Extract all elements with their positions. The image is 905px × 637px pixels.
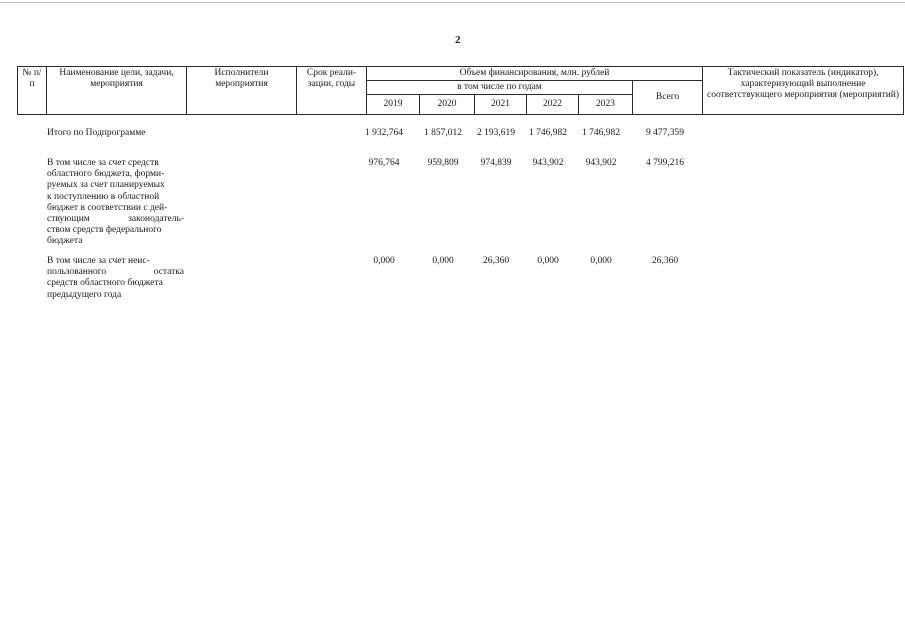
header-num: № п/п [18,67,47,115]
row-value: 26,360 [482,256,510,266]
header-executors: Исполнители мероприятия [187,67,297,115]
row-total: 26,360 [651,256,679,266]
row-value: 976,764 [368,158,400,168]
top-border-line [0,2,905,3]
row-value: 959,809 [427,158,459,168]
header-total: Всего [633,81,703,115]
row-total: 4 799,216 [646,158,684,168]
row-value: 0,000 [537,256,559,266]
row-total: 9 477,359 [646,128,684,138]
header-year: 2023 [579,95,633,115]
header-term: Срок реали-зации, годы [297,67,367,115]
row-value: 974,839 [480,158,512,168]
header-name: Наименование цели, задачи, мероприятия [47,67,187,115]
page-number: 2 [455,34,461,46]
header-year: 2022 [527,95,579,115]
row-value: 943,902 [532,158,564,168]
row-label: Итого по Подпрограмме [47,128,146,138]
row-value: 1 857,012 [424,128,462,138]
row-label: В том числе за счет неис- пользованного остатка средств областного бюджета предыдущего года [47,256,184,300]
header-indicator: Тактический показатель (индикатор), характеризующий выполнение соответствующего мероприятия (мероприятий) [703,67,904,115]
header-year: 2019 [367,95,420,115]
header-year: 2021 [475,95,527,115]
row-value: 943,902 [585,158,617,168]
row-value: 0,000 [432,256,454,266]
row-label: В том числе за счет средств областного бюджета, форми- руемых за счет планируемых к поступлению в областной бюджет в соответствии с дей- ствующим законодатель- ством средств федерального бюджета [47,158,184,247]
row-value: 1 746,982 [582,128,620,138]
row-value: 0,000 [590,256,612,266]
header-table [17,66,904,115]
header-funding: Объем финансирования, млн. рублей [367,67,703,81]
header-year: 2020 [420,95,475,115]
row-value: 1 932,764 [365,128,403,138]
row-value: 0,000 [373,256,395,266]
header-by-years: в том числе по годам [367,81,633,95]
row-value: 1 746,982 [529,128,567,138]
row-value: 2 193,619 [477,128,515,138]
